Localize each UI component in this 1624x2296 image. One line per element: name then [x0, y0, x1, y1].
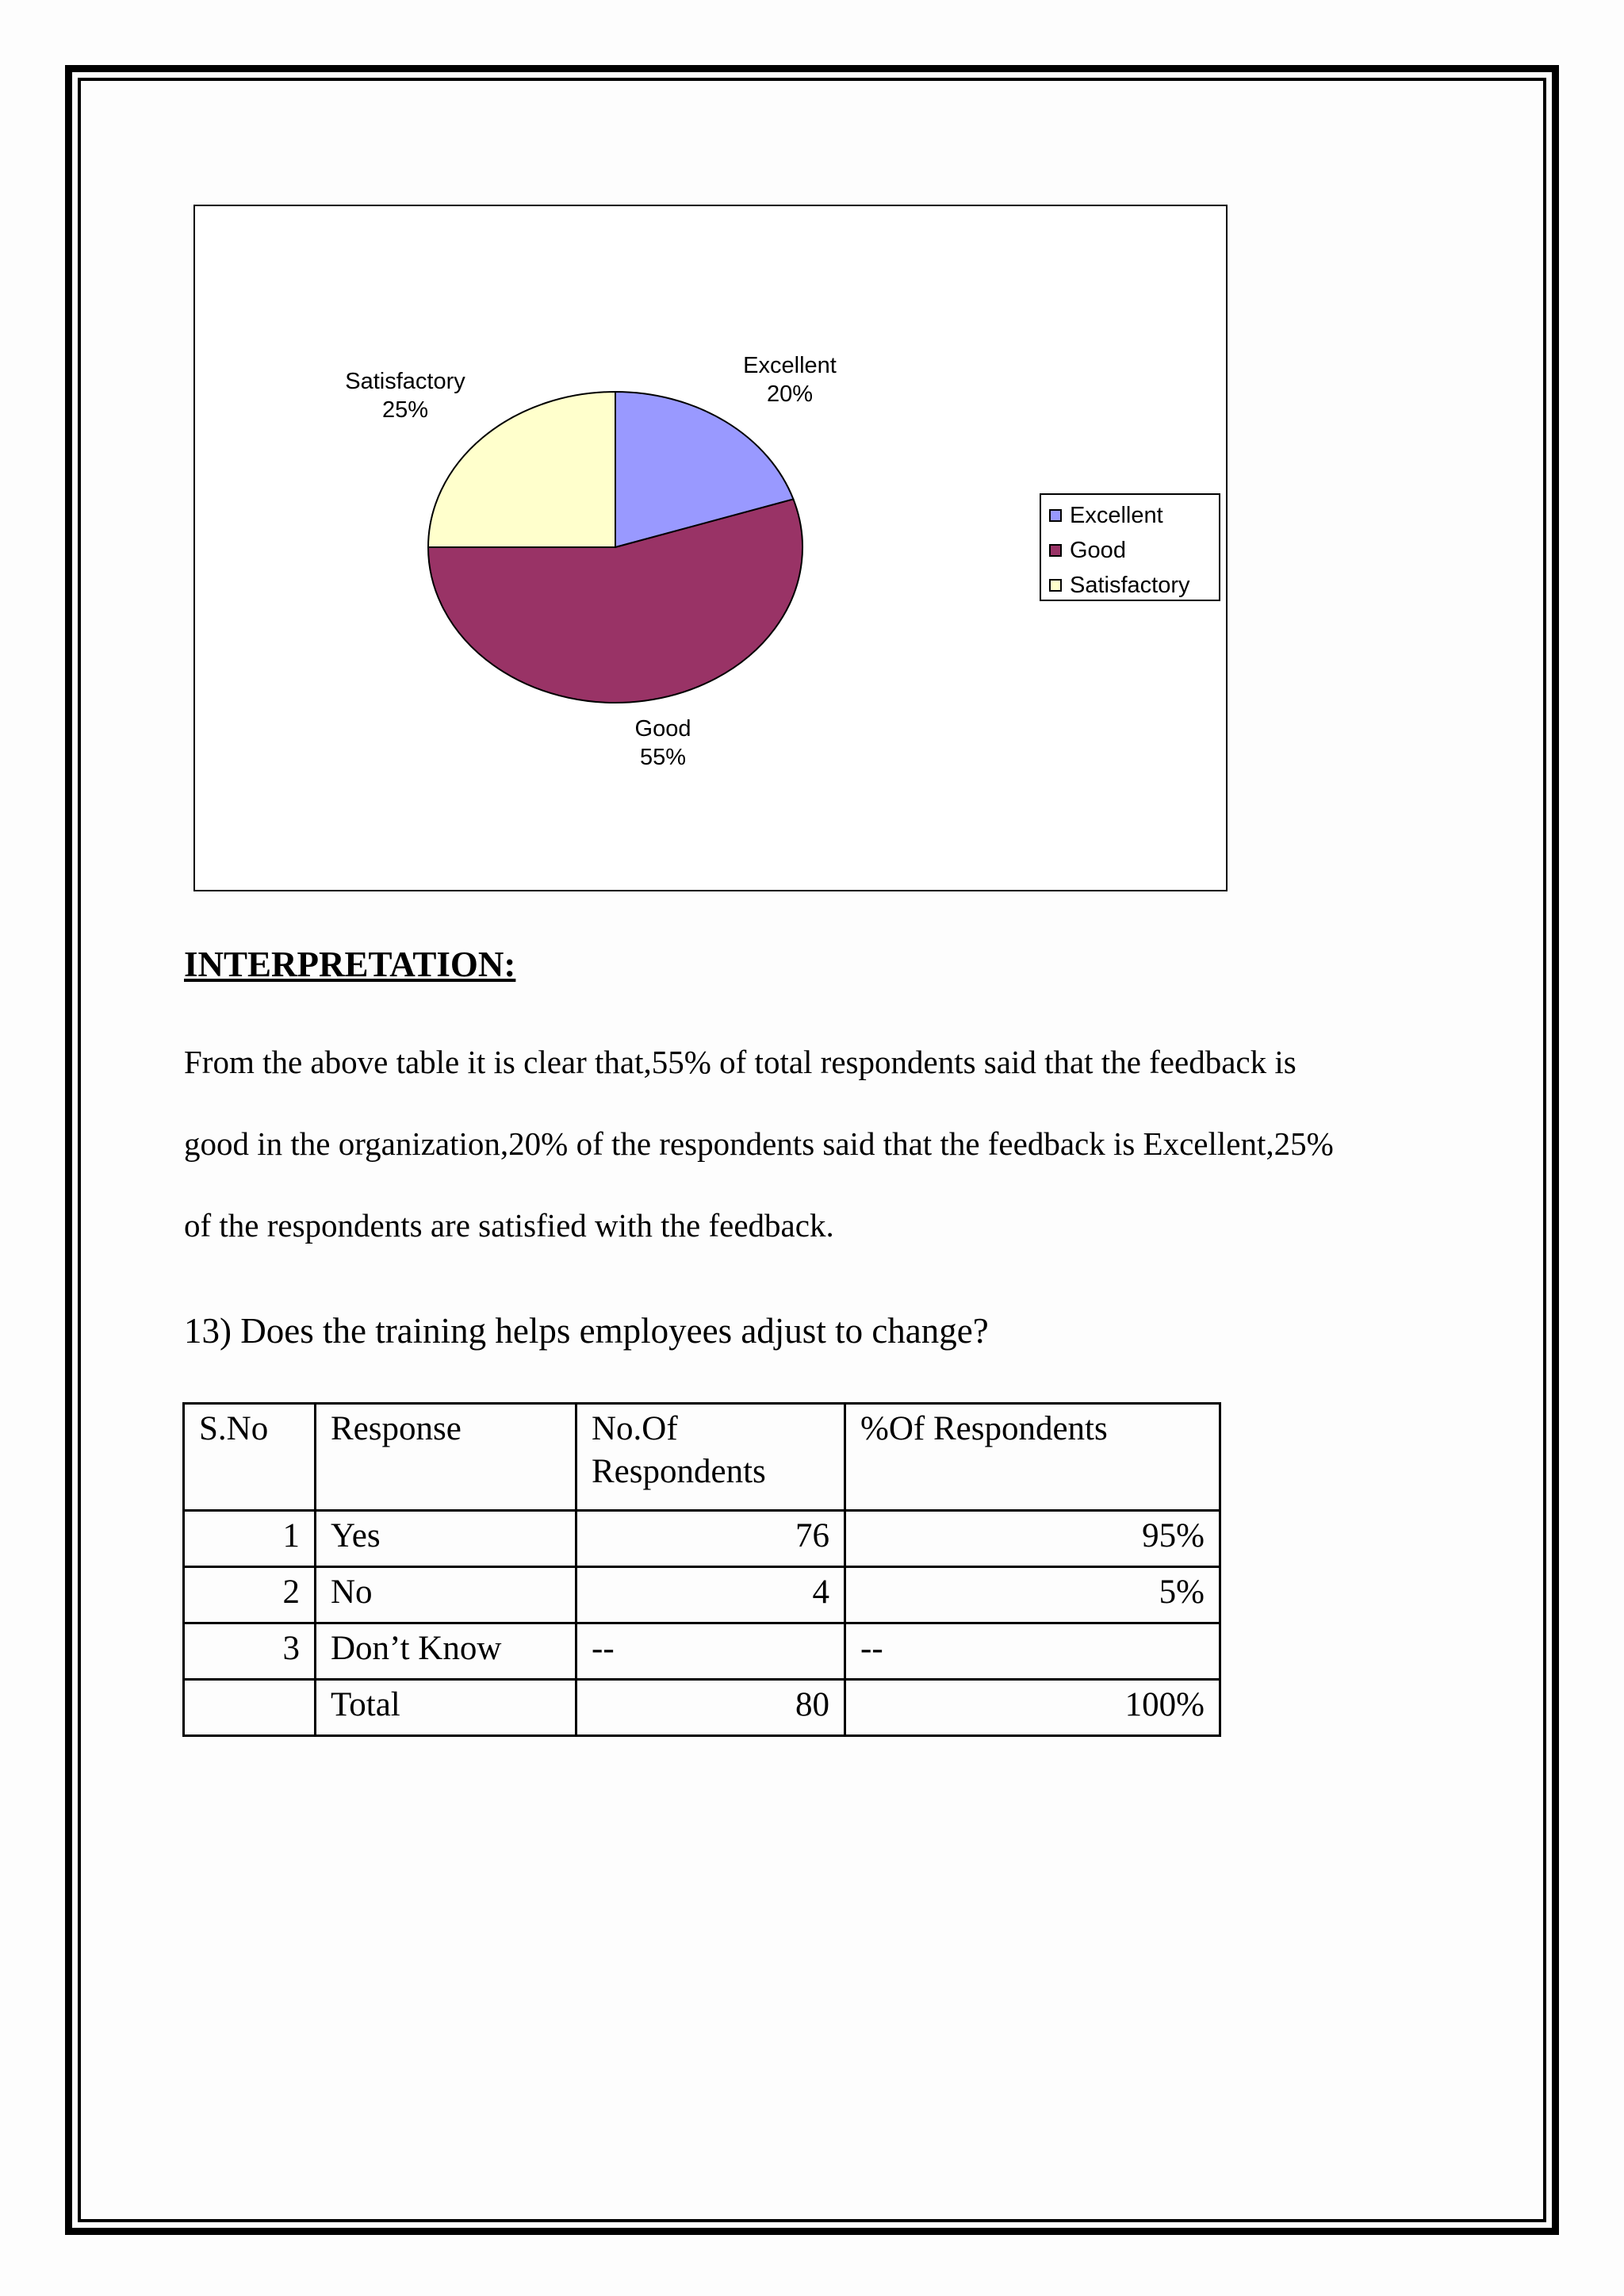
- legend-swatch-satisfactory: [1049, 579, 1062, 592]
- cell-sno: [184, 1680, 316, 1736]
- legend-swatch-good: [1049, 544, 1062, 557]
- cell-response: No: [316, 1567, 576, 1623]
- interpretation-line: good in the organization,20% of the respondents said that the feedback is Excellent,25%: [184, 1125, 1334, 1162]
- cell-count: --: [576, 1623, 845, 1680]
- question-text: 13) Does the training helps employees adjust to change?: [184, 1311, 989, 1351]
- header-count-line: Respondents: [592, 1453, 766, 1490]
- cell-percent: --: [845, 1623, 1220, 1680]
- table-row: [184, 1511, 1220, 1567]
- chart-legend: [1040, 493, 1220, 601]
- cell-response: Yes: [316, 1511, 576, 1567]
- cell-sno: 1: [184, 1511, 316, 1567]
- table-row: [184, 1623, 1220, 1680]
- cell-percent: 100%: [845, 1680, 1220, 1736]
- legend-label: Excellent: [1070, 502, 1163, 528]
- interpretation-paragraph: [184, 1022, 1469, 1267]
- legend-label: Satisfactory: [1070, 572, 1190, 598]
- cell-count: 76: [576, 1511, 845, 1567]
- pie-chart: [193, 205, 1228, 891]
- legend-item-satisfactory: [1041, 568, 1219, 603]
- slice-label-name: Excellent: [743, 353, 837, 378]
- table-header-row: [184, 1404, 1220, 1511]
- slice-label-name: Good: [634, 716, 691, 742]
- header-count: [576, 1404, 845, 1511]
- legend-label: Good: [1070, 537, 1126, 563]
- cell-percent: 5%: [845, 1567, 1220, 1623]
- cell-count: 80: [576, 1680, 845, 1736]
- header-percent: %Of Respondents: [845, 1404, 1220, 1511]
- legend-item-good: [1041, 533, 1219, 568]
- header-response: Response: [316, 1404, 576, 1511]
- cell-sno: 2: [184, 1567, 316, 1623]
- response-table: [182, 1402, 1221, 1737]
- interpretation-heading: INTERPRETATION:: [184, 945, 516, 984]
- slice-label-percent: 55%: [639, 745, 687, 770]
- header-count-line: No.Of: [592, 1410, 678, 1447]
- table-row: [184, 1680, 1220, 1736]
- interpretation-line: From the above table it is clear that,55% of total respondents said that the feedback is: [184, 1044, 1297, 1080]
- interpretation-line: of the respondents are satisfied with the feedback.: [184, 1207, 834, 1244]
- legend-swatch-excellent: [1049, 509, 1062, 522]
- cell-percent: 95%: [845, 1511, 1220, 1567]
- legend-item-excellent: [1041, 498, 1219, 533]
- table-row: [184, 1567, 1220, 1623]
- slice-label-name: Satisfactory: [345, 369, 465, 394]
- cell-sno: 3: [184, 1623, 316, 1680]
- pie-slice-satisfactory: [428, 392, 615, 547]
- slice-label-percent: 20%: [766, 381, 814, 407]
- cell-count: 4: [576, 1567, 845, 1623]
- slice-label-percent: 25%: [381, 397, 429, 423]
- header-sno: S.No: [184, 1404, 316, 1511]
- cell-response: Don’t Know: [316, 1623, 576, 1680]
- cell-response: Total: [316, 1680, 576, 1736]
